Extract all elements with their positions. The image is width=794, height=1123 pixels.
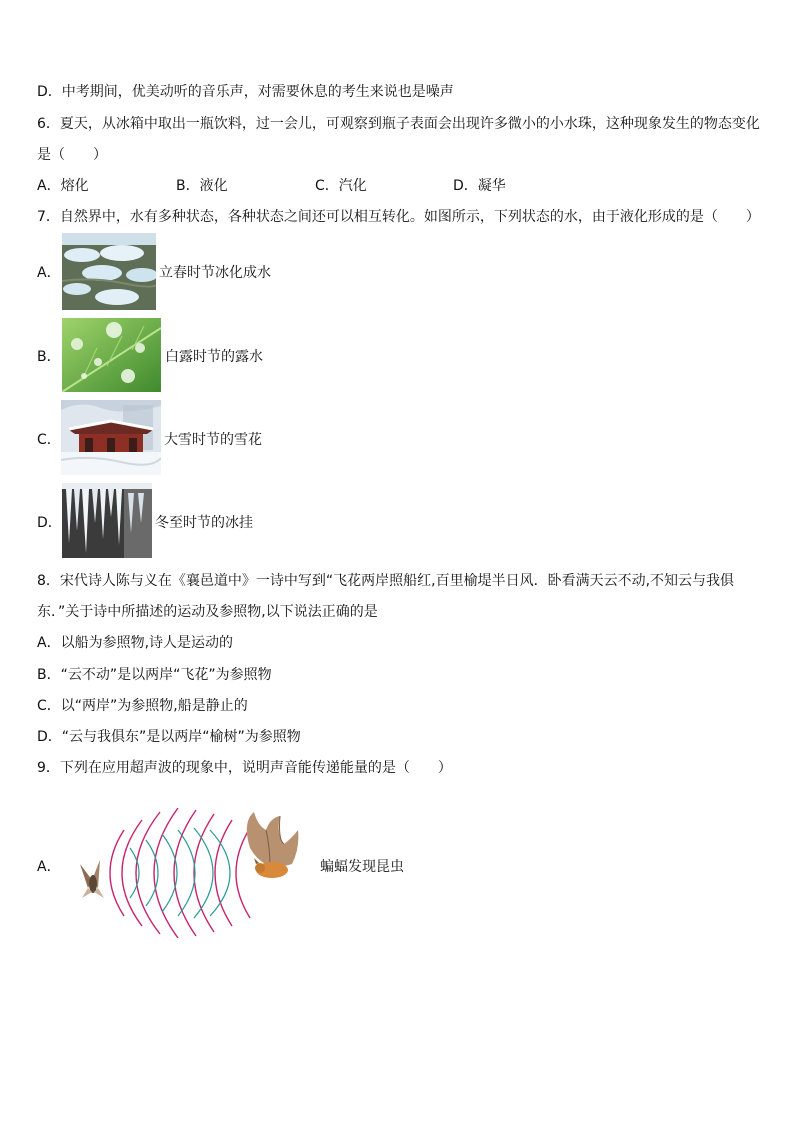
dew-drops-image bbox=[62, 318, 161, 392]
q6-option-a: A．熔化 bbox=[37, 178, 89, 194]
snow-pavilion-image bbox=[61, 400, 161, 475]
q8-stem-line2: 东．”关于诗中所描述的运动及参照物,以下说法正确的是 bbox=[37, 604, 378, 620]
q9-option-a-letter: A． bbox=[37, 859, 61, 875]
q7-stem: 7．自然界中，水有多种状态，各种状态之间还可以相互转化。如图所示，下列状态的水，由于液化形成的是（ ） bbox=[37, 209, 760, 225]
q6-stem-line2: 是（ ） bbox=[37, 147, 107, 163]
q8-option-a: A．以船为参照物,诗人是运动的 bbox=[37, 635, 234, 651]
q7-option-a-letter: A． bbox=[37, 265, 61, 281]
icicles-image bbox=[62, 483, 152, 558]
q7-option-c-letter: C． bbox=[37, 432, 61, 448]
q7-option-d-letter: D． bbox=[37, 515, 62, 531]
q6-stem-line1: 6．夏天，从冰箱中取出一瓶饮料，过一会儿，可观察到瓶子表面会出现许多微小的小水珠，这种现象发生的物态变化 bbox=[37, 116, 760, 132]
q8-option-d: D．“云与我俱东”是以两岸“榆树”为参照物 bbox=[37, 729, 301, 745]
q7-option-c-caption: 大雪时节的雪花 bbox=[164, 432, 262, 448]
q8-stem-line1: 8．宋代诗人陈与义在《襄邑道中》一诗中写到“飞花两岸照船红,百里榆堤半日风．卧看满天云不动,不知云与我俱 bbox=[37, 573, 735, 589]
melting-ice-image bbox=[62, 233, 156, 310]
q7-option-a-caption: 立春时节冰化成水 bbox=[159, 265, 271, 281]
q9-stem: 9．下列在应用超声波的现象中，说明声音能传递能量的是（ ） bbox=[37, 760, 452, 776]
q8-option-c: C．以“两岸”为参照物,船是静止的 bbox=[37, 698, 248, 714]
q9-option-a-caption: 蝙蝠发现昆虫 bbox=[320, 859, 404, 875]
q6-option-c: C．汽化 bbox=[315, 178, 367, 194]
q7-option-b-caption: 白露时节的露水 bbox=[165, 349, 263, 365]
q7-option-b-letter: B． bbox=[37, 349, 61, 365]
q8-option-b: B．“云不动”是以两岸“飞花”为参照物 bbox=[37, 667, 272, 683]
q7-option-d-caption: 冬至时节的冰挂 bbox=[155, 515, 253, 531]
bat-echolocation-image bbox=[72, 808, 312, 938]
q5-option-d: D．中考期间，优美动听的音乐声，对需要休息的考生来说也是噪声 bbox=[37, 84, 454, 100]
q6-option-d: D．凝华 bbox=[453, 178, 506, 194]
q6-option-b: B．液化 bbox=[176, 178, 228, 194]
